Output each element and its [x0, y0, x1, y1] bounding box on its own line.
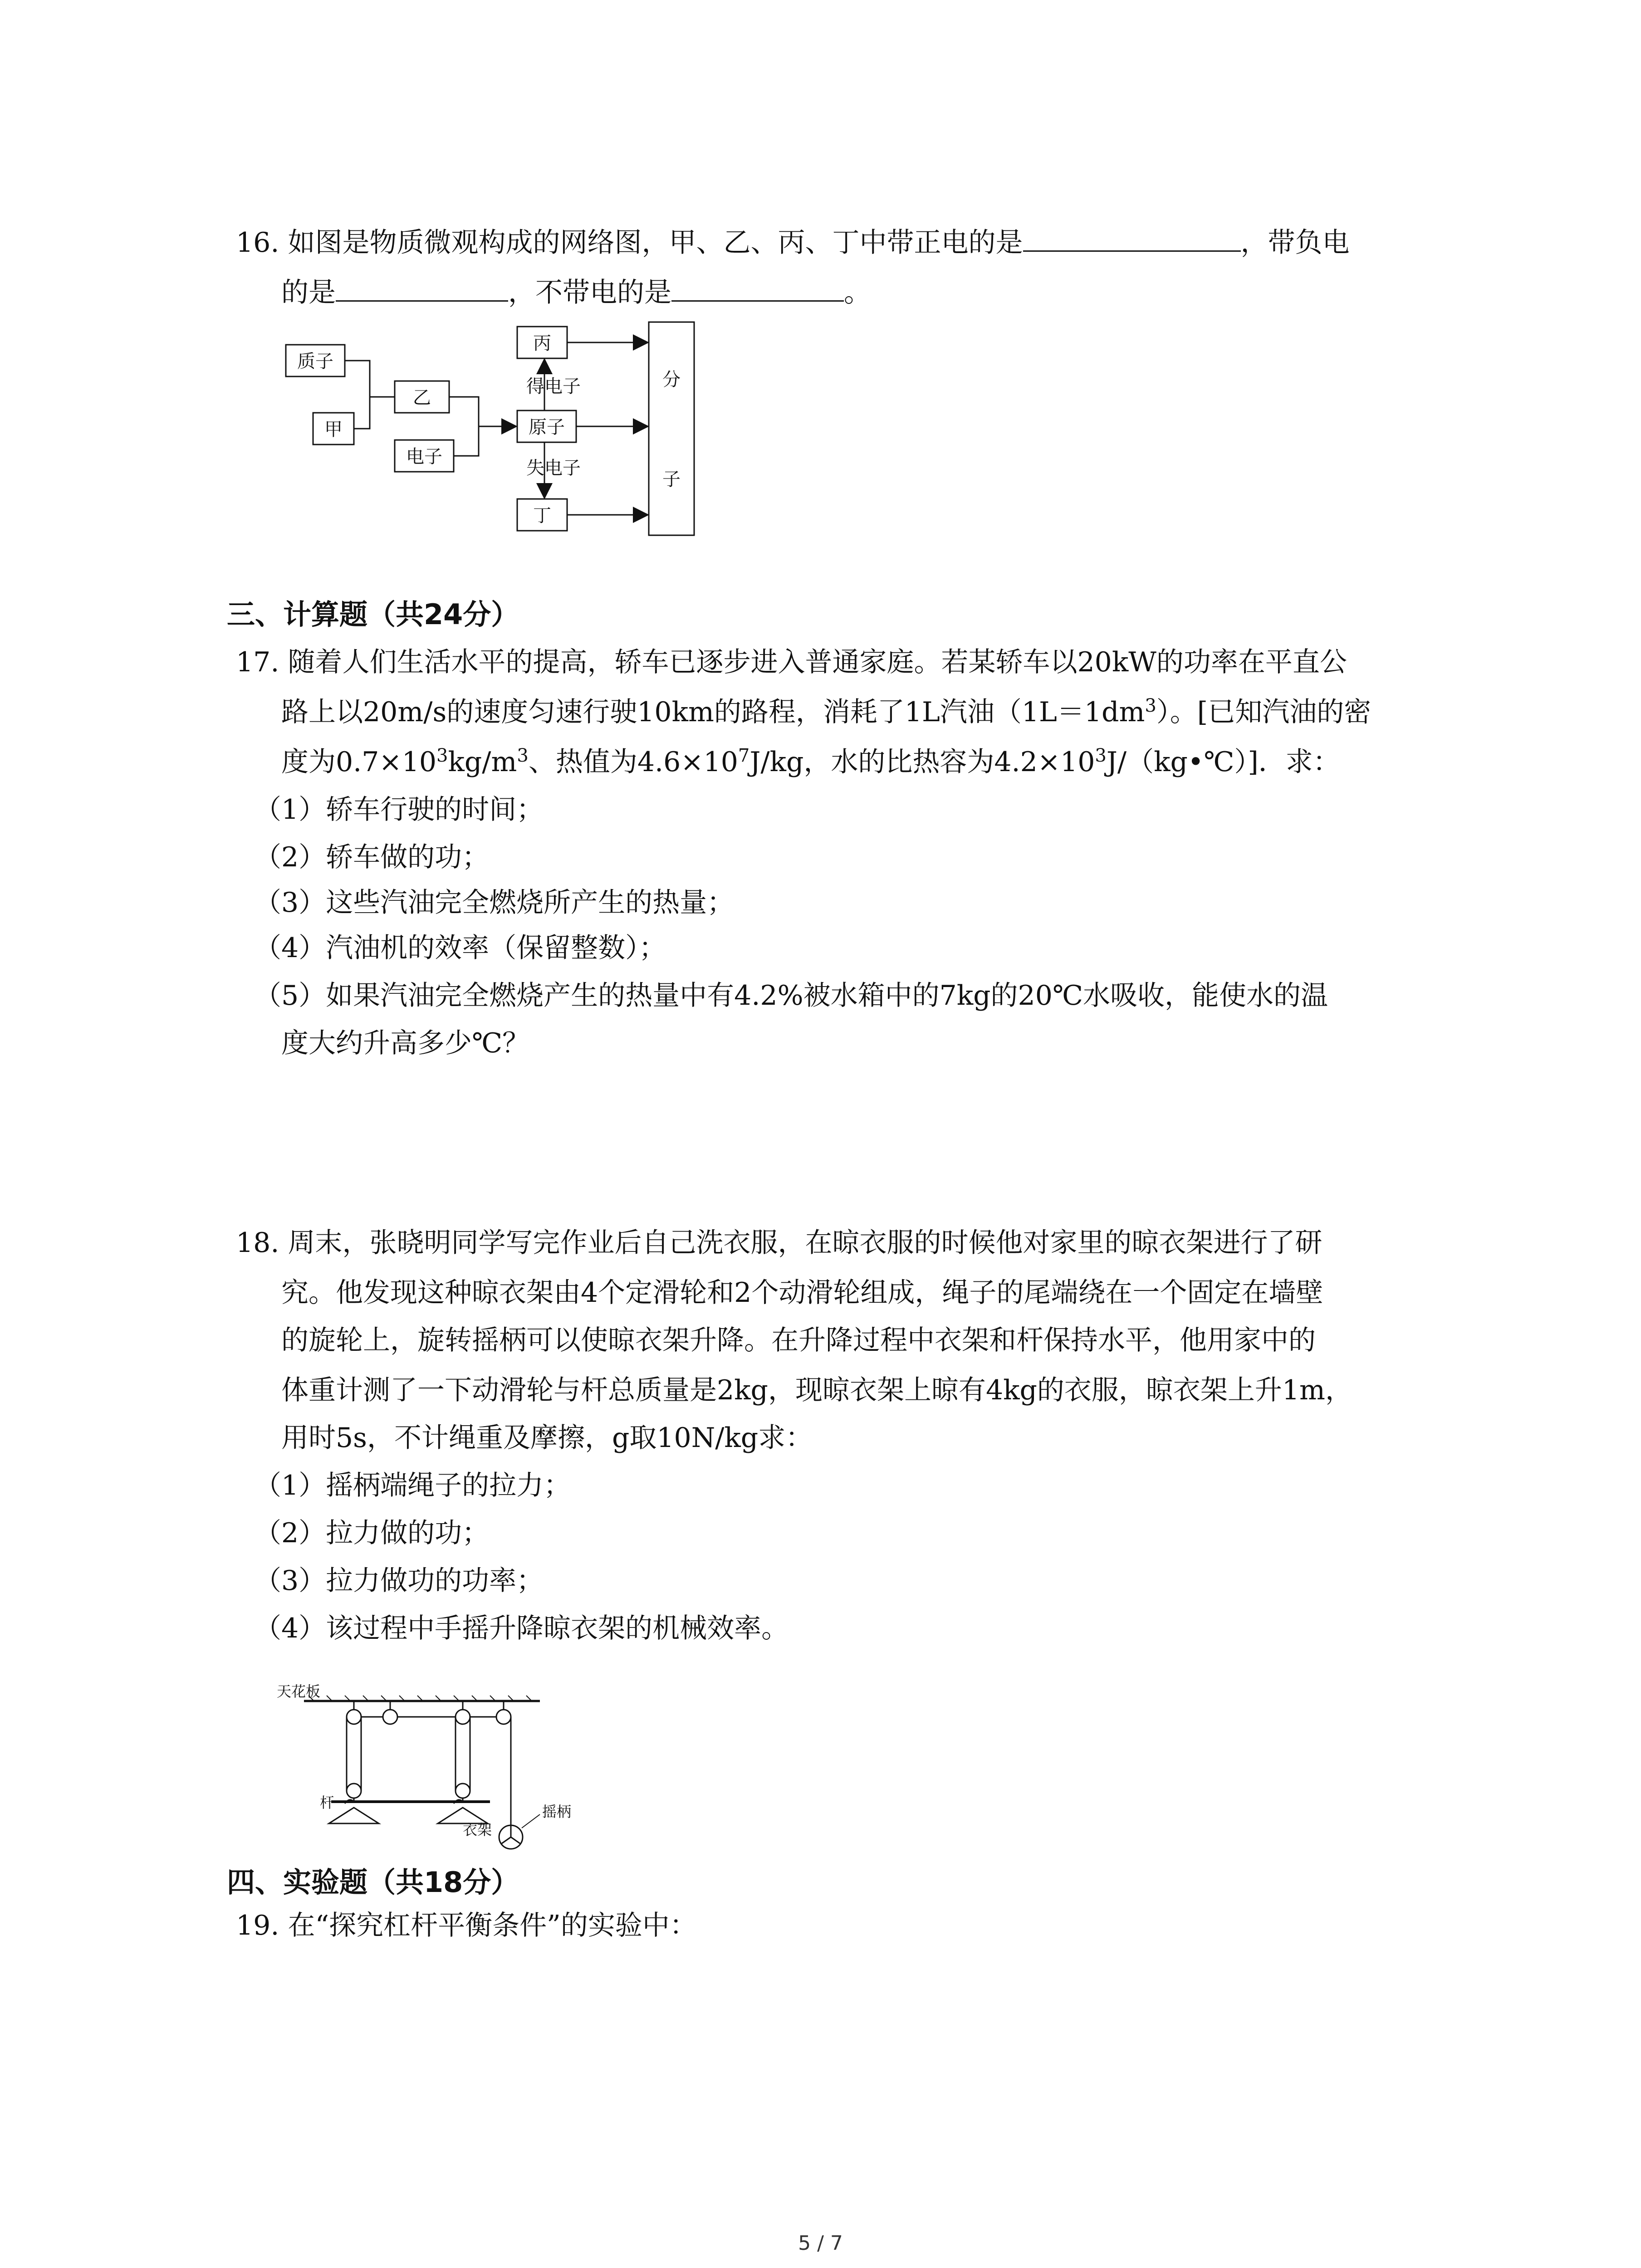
label-jia: 甲: [324, 419, 343, 440]
q17-sub2: （2）轿车做的功；: [254, 841, 490, 873]
clothes-rack-pulley-figure: [277, 1683, 603, 1855]
q18-sub2: （2）拉力做的功；: [254, 1517, 490, 1549]
q17-sub4: （4）汽油机的效率（保留整数）；: [254, 932, 666, 964]
q17-sub1: （1）轿车行驶的时间；: [254, 794, 544, 826]
q18-line4: 体重计测了一下动滑轮与杆总质量是2kg，现晾衣架上晾有4kg的衣服，晾衣架上升1m，: [281, 1374, 1352, 1406]
q18-line2: 究。他发现这种晾衣架由4个定滑轮和2个动滑轮组成，绳子的尾端绕在一个固定在墙壁: [281, 1277, 1323, 1309]
q18-line3: 的旋轮上，旋转摇柄可以使晾衣架升降。在升降过程中衣架和杆保持水平，他用家中的: [281, 1325, 1316, 1356]
label-hanger: 衣架: [463, 1821, 492, 1838]
label-gain-electron: 得电子: [526, 376, 581, 397]
q17-line1: 17. 随着人们生活水平的提高，轿车已逐步进入普通家庭。若某轿车以20kW的功率在平直公: [236, 646, 1347, 678]
label-rod: 杆: [320, 1794, 335, 1811]
label-bing: 丙: [533, 333, 551, 354]
q18-sub3: （3）拉力做功的功率；: [254, 1565, 544, 1597]
q17-line3: 度为$0.7\times 10^3kg/m^3$、热值为$4.6\times 10^7J/kg$，水的比热容为$4.2\times 10^3J/(kg•℃)$]．求：: [281, 745, 1340, 778]
q17-sub3: （3）这些汽油完全燃烧所产生的热量；: [254, 887, 735, 919]
label-ceiling: 天花板: [277, 1683, 321, 1700]
answer-blank-negative[interactable]: [336, 272, 508, 302]
q17-sub5b: 度大约升高多少℃？: [281, 1027, 530, 1059]
label-ding: 丁: [533, 505, 551, 526]
q17-sub5a: （5）如果汽油完全燃烧产生的热量中有4.2%被水箱中的7kg的20℃水吸收，能使水的温: [254, 980, 1328, 1012]
q16-line2: 的是 ，不带电的是 。: [281, 272, 871, 311]
answer-blank-positive[interactable]: [1023, 222, 1241, 252]
q18-line5: 用时5s，不计绳重及摩擦，g取10N/kg求：: [281, 1422, 813, 1454]
label-crank: 摇柄: [542, 1803, 572, 1820]
answer-blank-neutral[interactable]: [671, 272, 844, 302]
q18-sub1: （1）摇柄端绳子的拉力；: [254, 1470, 571, 1501]
matter-structure-diagram: [272, 318, 735, 544]
label-lose-electron: 失电子: [526, 458, 581, 479]
box-molecule: [649, 322, 694, 535]
section-3-title: 三、计算题（共24分）: [227, 598, 519, 631]
label-electron: 电子: [406, 446, 442, 467]
label-proton: 质子: [297, 351, 333, 372]
label-atom: 原子: [529, 417, 565, 438]
label-zi: 子: [662, 469, 681, 490]
label-fen: 分: [662, 369, 681, 390]
q16-line1: 16. 如图是物质微观构成的网络图，甲、乙、丙、丁中带正电的是 ，带负电: [236, 222, 1350, 261]
page-number: 5 / 7: [798, 2232, 843, 2255]
q18-line1: 18. 周末，张晓明同学写完作业后自己洗衣服，在晾衣服的时候他对家里的晾衣架进行了研: [236, 1227, 1323, 1259]
section-4-title: 四、实验题（共18分）: [227, 1866, 519, 1899]
label-yi: 乙: [413, 387, 431, 408]
q19-line1: 19. 在“探究杠杆平衡条件”的实验中：: [236, 1910, 697, 1941]
q18-sub4: （4）该过程中手摇升降晾衣架的机械效率。: [254, 1613, 789, 1644]
q17-line2: 路上以20m/s的速度匀速行驶10km的路程，消耗了1L汽油$(1L=1dm^3)$。[已知汽油的密: [281, 695, 1372, 728]
